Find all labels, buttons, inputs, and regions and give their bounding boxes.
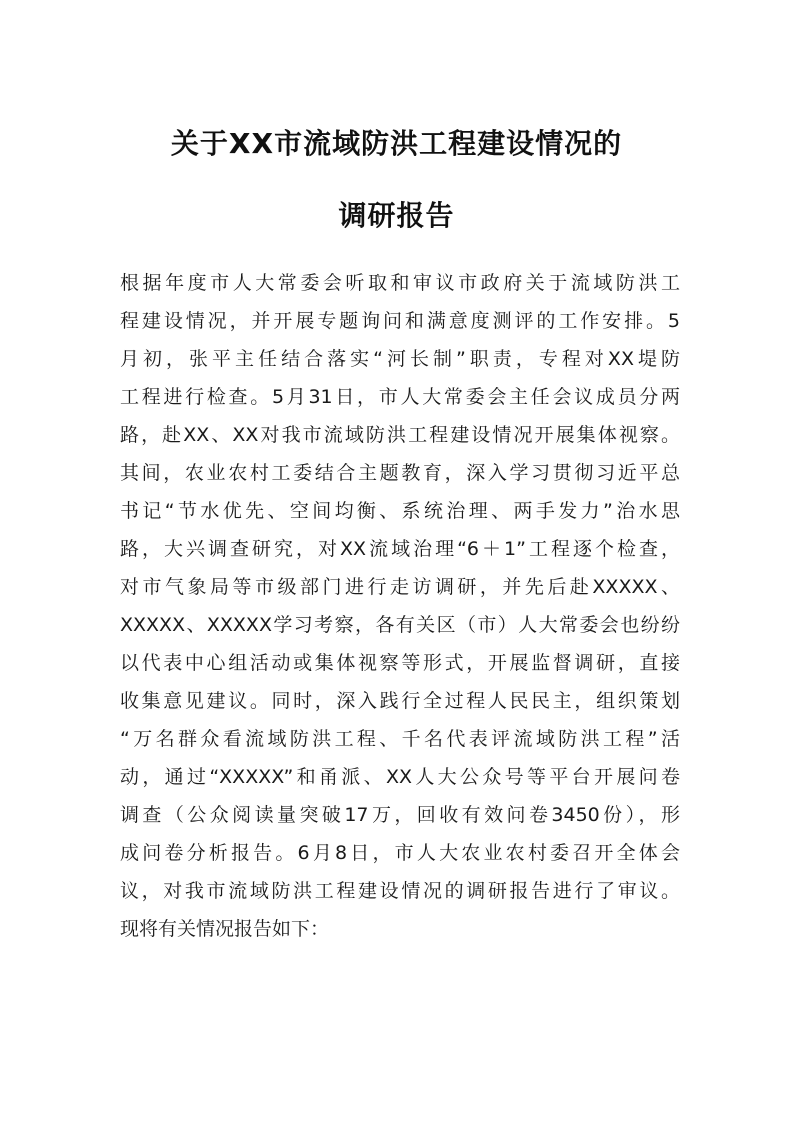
paragraph-line: XXXXX、XXXXX学习考察，各有关区（市）人大常委会也纷纷: [120, 614, 680, 636]
paragraph-line: 以代表中心组活动或集体视察等形式，开展监督调研，直接: [120, 652, 680, 674]
paragraph-line: 议，对我市流域防洪工程建设情况的调研报告进行了审议。: [120, 880, 680, 902]
paragraph-line: 路，赴XX、XX对我市流域防洪工程建设情况开展集体视察。: [120, 424, 680, 446]
paragraph-line: “万名群众看流域防洪工程、千名代表评流域防洪工程”活: [120, 728, 680, 750]
paragraph-line: 对市气象局等市级部门进行走访调研，并先后赴XXXXX、: [120, 576, 680, 598]
paragraph-line: 成问卷分析报告。6月8日，市人大农业农村委召开全体会: [120, 842, 680, 864]
paragraph-line: 程建设情况，并开展专题询问和满意度测评的工作安排。5: [120, 310, 680, 332]
intro-paragraph: [120, 264, 680, 948]
paragraph-line-last: 现将有关情况报告如下：: [120, 918, 330, 940]
paragraph-line: 工程进行检查。5月31日，市人大常委会主任会议成员分两: [120, 386, 680, 408]
paragraph-line: 调查（公众阅读量突破17万，回收有效问卷3450份），形: [120, 804, 680, 826]
paragraph-line: 动，通过“XXXXX”和甬派、XX人大公众号等平台开展问卷: [120, 766, 680, 788]
paragraph-line: 路，大兴调查研究，对XX流域治理“6＋1”工程逐个检查，: [120, 538, 680, 560]
paragraph-line: 书记“节水优先、空间均衡、系统治理、两手发力”治水思: [120, 500, 680, 522]
paragraph-line: 根据年度市人大常委会听取和审议市政府关于流域防洪工: [120, 272, 680, 294]
paragraph-line: 其间，农业农村工委结合主题教育，深入学习贯彻习近平总: [120, 462, 680, 484]
paragraph-line: 收集意见建议。同时，深入践行全过程人民民主，组织策划: [120, 690, 680, 712]
document-title-line-1: 关于XX市流域防洪工程建设情况的: [170, 127, 623, 160]
paragraph-line: 月初，张平主任结合落实“河长制”职责，专程对XX堤防: [120, 348, 680, 370]
document-title-line-2: 调研报告: [338, 199, 455, 232]
